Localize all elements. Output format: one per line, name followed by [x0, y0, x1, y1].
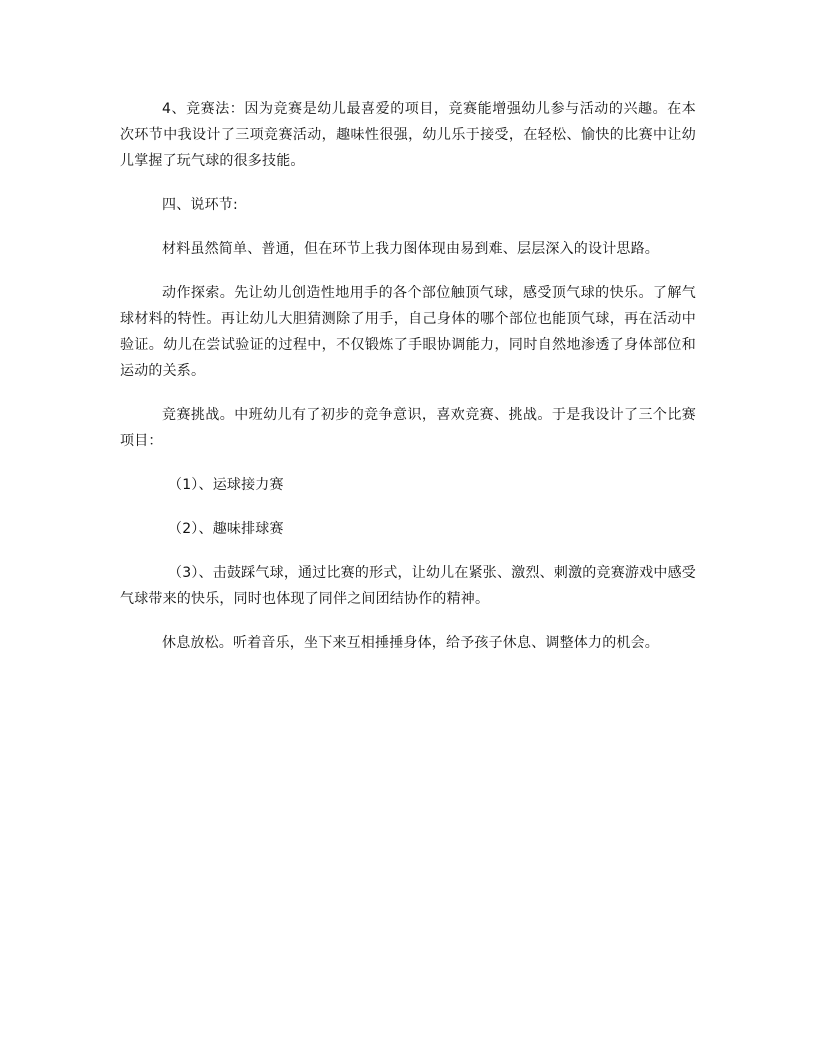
section-heading-links: 四、说环节:: [162, 197, 238, 213]
paragraph-competition-method: 4、竞赛法：因为竞赛是幼儿最喜爱的项目，竞赛能增强幼儿参与活动的兴趣。在本次环节中我设计了三项竞赛活动，趣味性很强，幼儿乐于接受，在轻松、愉快的比赛中让幼儿掌握了玩气球的很多技能。: [120, 101, 696, 169]
list-item-drum-balloon: （3）、击鼓踩气球，通过比赛的形式，让幼儿在紧张、激烈、刺激的竞赛游戏中感受气球带来的快乐，同时也体现了同伴之间团结协作的精神。: [120, 565, 696, 607]
document-body: [120, 96, 696, 674]
paragraph-competition-challenge: 竞赛挑战。中班幼儿有了初步的竞争意识，喜欢竞赛、挑战。于是我设计了三个比赛项目：: [120, 407, 696, 449]
paragraph-materials: 材料虽然简单、普通，但在环节上我力图体现由易到难、层层深入的设计思路。: [162, 241, 659, 257]
paragraph-action-exploration: 动作探索。先让幼儿创造性地用手的各个部位触顶气球，感受顶气球的快乐。了解气球材料的特性。再让幼儿大胆猜测除了用手，自己身体的哪个部位也能顶气球，再在活动中验证。幼儿在尝试验证的过程中，不仅锻炼了手眼协调能力，同时自然地渗透了身体部位和运动的关系。: [120, 285, 696, 379]
paragraph-rest-relax: 休息放松。听着音乐，坐下来互相捶捶身体，给予孩子休息、调整体力的机会。: [162, 635, 659, 651]
list-item-volleyball: （2）、趣味排球赛: [168, 521, 284, 537]
list-item-relay-race: （1）、运球接力赛: [168, 477, 284, 493]
